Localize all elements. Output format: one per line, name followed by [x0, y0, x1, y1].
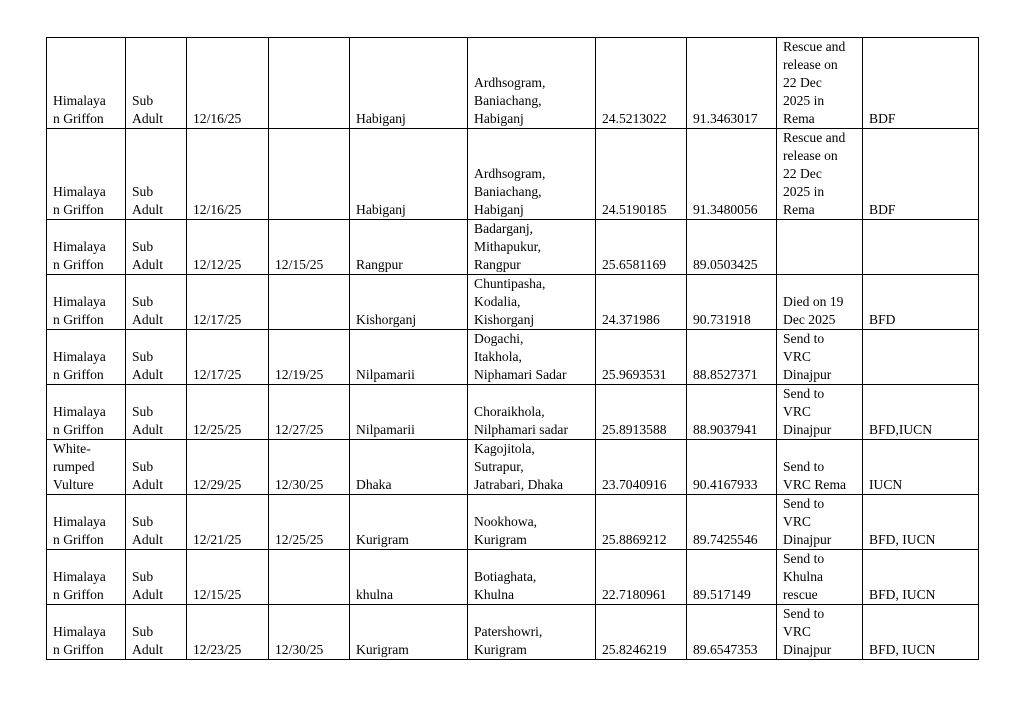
release-date-cell [269, 129, 350, 220]
found-date-cell: 12/17/25 [187, 275, 269, 330]
source-cell [863, 220, 979, 275]
release-date-cell: 12/19/25 [269, 330, 350, 385]
latitude-cell: 23.7040916 [596, 440, 687, 495]
status-cell [777, 220, 863, 275]
release-date-cell: 12/30/25 [269, 440, 350, 495]
location-cell: Botiaghata, Khulna [468, 550, 596, 605]
found-date-cell: 12/21/25 [187, 495, 269, 550]
species-cell: White- rumped Vulture [47, 440, 126, 495]
source-cell [863, 330, 979, 385]
species-cell: Himalaya n Griffon [47, 220, 126, 275]
longitude-cell: 90.731918 [687, 275, 777, 330]
longitude-cell: 89.7425546 [687, 495, 777, 550]
age-cell: Sub Adult [126, 440, 187, 495]
latitude-cell: 24.5213022 [596, 38, 687, 129]
status-cell: Send to VRC Dinajpur [777, 495, 863, 550]
source-cell: BFD [863, 275, 979, 330]
species-cell: Himalaya n Griffon [47, 550, 126, 605]
location-cell: Ardhsogram, Baniachang, Habiganj [468, 129, 596, 220]
found-date-cell: 12/17/25 [187, 330, 269, 385]
longitude-cell: 89.6547353 [687, 605, 777, 660]
latitude-cell: 25.8869212 [596, 495, 687, 550]
found-date-cell: 12/15/25 [187, 550, 269, 605]
district-cell: Nilpamarii [350, 330, 468, 385]
latitude-cell: 24.5190185 [596, 129, 687, 220]
found-date-cell: 12/29/25 [187, 440, 269, 495]
district-cell: Kurigram [350, 605, 468, 660]
species-cell: Himalaya n Griffon [47, 129, 126, 220]
status-cell: Rescue and release on 22 Dec 2025 in Rema [777, 129, 863, 220]
longitude-cell: 89.0503425 [687, 220, 777, 275]
age-cell: Sub Adult [126, 550, 187, 605]
table-row [47, 440, 979, 495]
vulture-records-table [46, 37, 979, 660]
age-cell: Sub Adult [126, 605, 187, 660]
latitude-cell: 25.8246219 [596, 605, 687, 660]
source-cell: BDF [863, 129, 979, 220]
location-cell: Badarganj, Mithapukur, Rangpur [468, 220, 596, 275]
table-row [47, 605, 979, 660]
release-date-cell: 12/27/25 [269, 385, 350, 440]
species-cell: Himalaya n Griffon [47, 38, 126, 129]
table-row [47, 550, 979, 605]
release-date-cell: 12/30/25 [269, 605, 350, 660]
longitude-cell: 91.3480056 [687, 129, 777, 220]
table-row [47, 330, 979, 385]
status-cell: Died on 19 Dec 2025 [777, 275, 863, 330]
table-row [47, 385, 979, 440]
found-date-cell: 12/12/25 [187, 220, 269, 275]
found-date-cell: 12/16/25 [187, 129, 269, 220]
latitude-cell: 24.371986 [596, 275, 687, 330]
age-cell: Sub Adult [126, 275, 187, 330]
latitude-cell: 25.6581169 [596, 220, 687, 275]
table-row [47, 129, 979, 220]
status-cell: Rescue and release on 22 Dec 2025 in Rema [777, 38, 863, 129]
location-cell: Chuntipasha, Kodalia, Kishorganj [468, 275, 596, 330]
source-cell: BDF [863, 38, 979, 129]
species-cell: Himalaya n Griffon [47, 275, 126, 330]
longitude-cell: 90.4167933 [687, 440, 777, 495]
source-cell: BFD, IUCN [863, 605, 979, 660]
latitude-cell: 25.8913588 [596, 385, 687, 440]
release-date-cell [269, 550, 350, 605]
source-cell: IUCN [863, 440, 979, 495]
release-date-cell: 12/15/25 [269, 220, 350, 275]
location-cell: Ardhsogram, Baniachang, Habiganj [468, 38, 596, 129]
age-cell: Sub Adult [126, 385, 187, 440]
table-row [47, 495, 979, 550]
status-cell: Send to Khulna rescue [777, 550, 863, 605]
latitude-cell: 25.9693531 [596, 330, 687, 385]
district-cell: Habiganj [350, 129, 468, 220]
location-cell: Nookhowa, Kurigram [468, 495, 596, 550]
district-cell: Habiganj [350, 38, 468, 129]
source-cell: BFD, IUCN [863, 495, 979, 550]
district-cell: Rangpur [350, 220, 468, 275]
status-cell: Send to VRC Dinajpur [777, 385, 863, 440]
source-cell: BFD,IUCN [863, 385, 979, 440]
table-row [47, 38, 979, 129]
release-date-cell [269, 275, 350, 330]
age-cell: Sub Adult [126, 330, 187, 385]
longitude-cell: 88.9037941 [687, 385, 777, 440]
age-cell: Sub Adult [126, 220, 187, 275]
table-row [47, 220, 979, 275]
release-date-cell [269, 38, 350, 129]
source-cell: BFD, IUCN [863, 550, 979, 605]
age-cell: Sub Adult [126, 129, 187, 220]
longitude-cell: 88.8527371 [687, 330, 777, 385]
status-cell: Send to VRC Rema [777, 440, 863, 495]
release-date-cell: 12/25/25 [269, 495, 350, 550]
found-date-cell: 12/23/25 [187, 605, 269, 660]
found-date-cell: 12/25/25 [187, 385, 269, 440]
species-cell: Himalaya n Griffon [47, 605, 126, 660]
location-cell: Patershowri, Kurigram [468, 605, 596, 660]
found-date-cell: 12/16/25 [187, 38, 269, 129]
status-cell: Send to VRC Dinajpur [777, 605, 863, 660]
district-cell: Dhaka [350, 440, 468, 495]
species-cell: Himalaya n Griffon [47, 495, 126, 550]
table-row [47, 275, 979, 330]
location-cell: Dogachi, Itakhola, Niphamari Sadar [468, 330, 596, 385]
location-cell: Choraikhola, Nilphamari sadar [468, 385, 596, 440]
species-cell: Himalaya n Griffon [47, 330, 126, 385]
district-cell: Kishorganj [350, 275, 468, 330]
age-cell: Sub Adult [126, 495, 187, 550]
longitude-cell: 91.3463017 [687, 38, 777, 129]
district-cell: Kurigram [350, 495, 468, 550]
status-cell: Send to VRC Dinajpur [777, 330, 863, 385]
table-body [47, 38, 979, 660]
age-cell: Sub Adult [126, 38, 187, 129]
latitude-cell: 22.7180961 [596, 550, 687, 605]
longitude-cell: 89.517149 [687, 550, 777, 605]
district-cell: khulna [350, 550, 468, 605]
location-cell: Kagojitola, Sutrapur, Jatrabari, Dhaka [468, 440, 596, 495]
species-cell: Himalaya n Griffon [47, 385, 126, 440]
district-cell: Nilpamarii [350, 385, 468, 440]
